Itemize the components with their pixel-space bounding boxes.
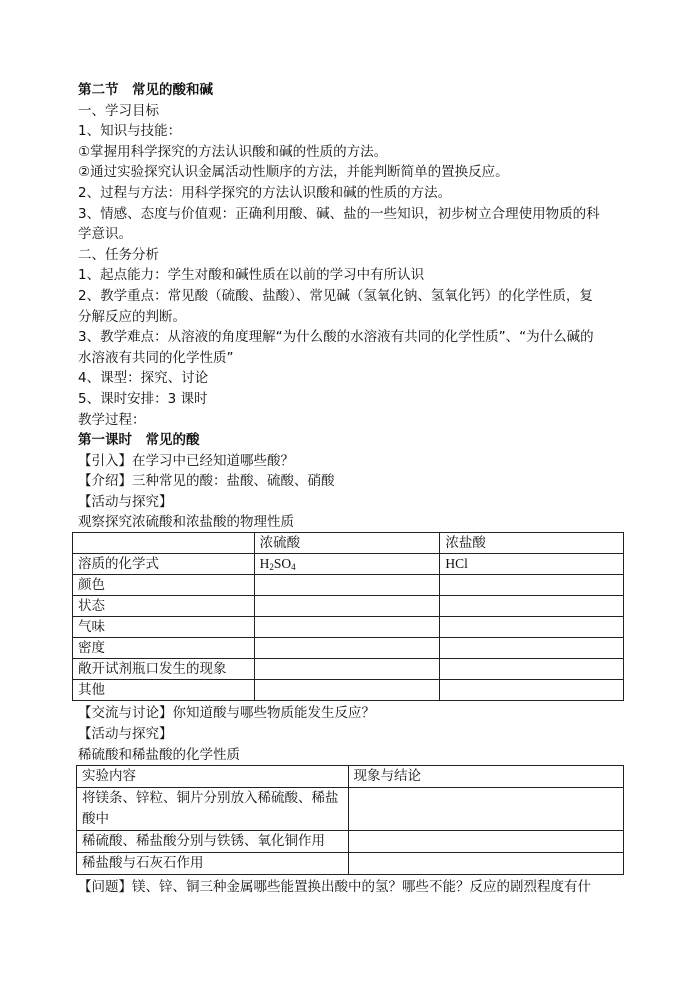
table-cell: HCl: [440, 554, 624, 575]
cell-line: 将镁条、锌粒、铜片分别放入稀硫酸、稀盐: [82, 789, 339, 806]
table-cell: [440, 659, 624, 680]
table-cell: [254, 554, 440, 575]
table-row: [73, 596, 624, 617]
table-row: [73, 554, 624, 575]
table-row: [77, 830, 624, 852]
table-row: [73, 575, 624, 596]
discuss: 【交流与讨论】你知道酸与哪些物质能发生反应？: [78, 705, 375, 722]
table-cell: 状态: [73, 596, 255, 617]
formula-subscript: 2: [269, 562, 274, 573]
table-cell: [73, 533, 255, 554]
process-heading: 教学过程：: [78, 411, 146, 428]
question: 【问题】镁、锌、铜三种金属哪些能置换出酸中的氢？哪些不能？反应的剧烈程度有什: [78, 878, 591, 895]
document-page: [78, 80, 628, 897]
table-1-caption: 观察探究浓硫酸和浓盐酸的物理性质: [78, 514, 294, 531]
table-row: [77, 787, 624, 830]
table-cell: [440, 575, 624, 596]
chemical-properties-table: [76, 765, 624, 875]
table-cell: [440, 638, 624, 659]
task-2-line-2: 分解反应的判断。: [78, 308, 186, 325]
present: 【介绍】三种常见的酸：盐酸、硫酸、硝酸: [78, 473, 335, 490]
table-cell: 稀硫酸、稀盐酸分别与铁锈、氧化铜作用: [77, 830, 349, 852]
table-cell: [440, 617, 624, 638]
formula-part: H: [259, 556, 270, 572]
table-cell: 实验内容: [77, 765, 349, 787]
table-cell: [77, 787, 349, 830]
task-3-line-2: 水溶液有共同的化学性质”: [78, 349, 234, 366]
task-1: 1、起点能力：学生对酸和碱性质在以前的学习中有所认识: [78, 267, 425, 284]
table-cell: [440, 680, 624, 701]
table-row: [73, 659, 624, 680]
table-cell: 稀盐酸与石灰石作用: [77, 852, 349, 874]
goal-2: 2、过程与方法：用科学探究的方法认识酸和碱的性质的方法。: [78, 184, 452, 201]
cell-line: 酸中: [82, 810, 109, 827]
formula-subscript: 4: [291, 562, 296, 573]
table-cell: [348, 852, 623, 874]
table-cell: 密度: [73, 638, 255, 659]
table-cell: [254, 575, 440, 596]
table-cell: 敞开试剂瓶口发生的现象: [73, 659, 255, 680]
intro: 【引入】在学习中已经知道哪些酸？: [78, 452, 294, 469]
goal-3-line-2: 学意识。: [78, 226, 132, 243]
table-cell: 其他: [73, 680, 255, 701]
table-row: [73, 680, 624, 701]
table-row: [77, 852, 624, 874]
task-4: 4、课型：探究、讨论: [78, 370, 209, 387]
goals-heading: 一、学习目标: [78, 102, 159, 119]
table-cell: [254, 638, 440, 659]
table-cell: [348, 830, 623, 852]
activity-2: 【活动与探究】: [78, 726, 173, 743]
goal-3-line-1: 3、情感、态度与价值观：正确利用酸、碱、盐的一些知识，初步树立合理使用物质的科: [78, 205, 600, 222]
task-heading: 二、任务分析: [78, 246, 159, 263]
table-cell: 溶质的化学式: [73, 554, 255, 575]
task-2-line-1: 2、教学重点：常见酸（硫酸、盐酸）、常见碱（氢氧化钠、氢氧化钙）的化学性质，复: [78, 287, 593, 304]
table-row: [73, 617, 624, 638]
table-cell: 气味: [73, 617, 255, 638]
physical-properties-table: [72, 532, 624, 701]
lesson-1-title: 第一课时 常见的酸: [78, 432, 200, 449]
table-cell: [254, 659, 440, 680]
table-cell: 现象与结论: [348, 765, 623, 787]
table-cell: [440, 596, 624, 617]
table-cell: 颜色: [73, 575, 255, 596]
table-cell: [254, 680, 440, 701]
activity-1: 【活动与探究】: [78, 493, 173, 510]
goal-1-item-1: ①掌握用科学探究的方法认识酸和碱的性质的方法。: [78, 143, 388, 160]
table-2-caption: 稀硫酸和稀盐酸的化学性质: [78, 746, 240, 763]
task-5: 5、课时安排：3 课时: [78, 390, 208, 407]
section-title: 第二节 常见的酸和碱: [78, 82, 213, 98]
table-cell: [348, 787, 623, 830]
table-cell: [254, 596, 440, 617]
task-3-line-1: 3、教学难点：从溶液的角度理解“为什么酸的水溶液有共同的化学性质”、“为什么碱的: [78, 329, 594, 346]
table-cell: [254, 617, 440, 638]
table-row: [73, 638, 624, 659]
table-cell: 浓硫酸: [254, 533, 440, 554]
table-row: [73, 533, 624, 554]
formula-part: SO: [273, 556, 292, 572]
goal-1-item-2: ②通过实验探究认识金属活动性顺序的方法，并能判断简单的置换反应。: [78, 164, 509, 181]
table-cell: 浓盐酸: [440, 533, 624, 554]
table-row: [77, 765, 624, 787]
goal-1-heading: 1、知识与技能：: [78, 123, 182, 140]
